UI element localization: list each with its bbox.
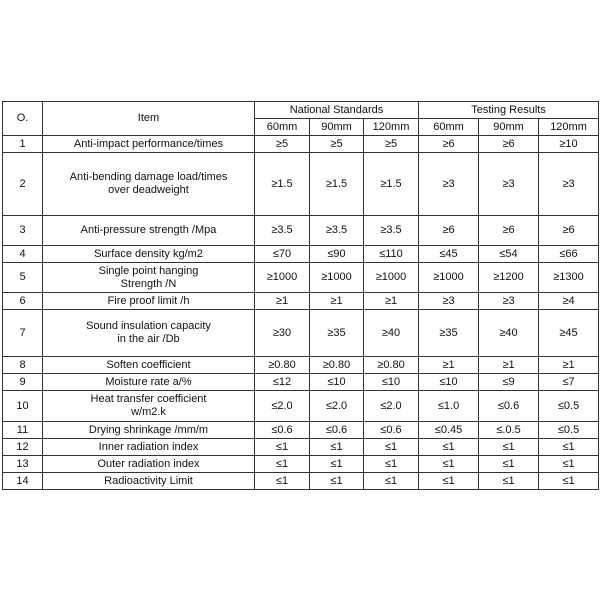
row-number: 2 (3, 153, 43, 216)
specification-table (2, 101, 599, 490)
testing-result-value: ≥1300 (539, 263, 599, 293)
row-item: Single point hanging Strength /N (43, 263, 255, 293)
national-standard-value: ≤2.0 (310, 391, 364, 422)
header-size: 120mm (539, 119, 599, 136)
national-standard-value: ≤1 (364, 439, 419, 456)
row-number: 7 (3, 310, 43, 357)
row-number: 12 (3, 439, 43, 456)
header-item: Item (43, 102, 255, 136)
header-size: 60mm (255, 119, 310, 136)
national-standard-value: ≥5 (364, 136, 419, 153)
testing-result-value: ≥6 (419, 136, 479, 153)
row-item: Outer radiation index (43, 456, 255, 473)
testing-result-value: ≤45 (419, 246, 479, 263)
national-standard-value: ≤70 (255, 246, 310, 263)
testing-result-value: ≤9 (479, 374, 539, 391)
national-standard-value: ≤1 (255, 456, 310, 473)
testing-result-value: ≤1 (539, 456, 599, 473)
row-item: Heat transfer coefficient w/m2.k (43, 391, 255, 422)
row-item: Moisture rate a/% (43, 374, 255, 391)
testing-result-value: ≥3 (479, 293, 539, 310)
header-testing-results: Testing Results (419, 102, 599, 119)
testing-result-value: ≤1.0 (419, 391, 479, 422)
testing-result-value: ≥40 (479, 310, 539, 357)
header-national-standards: National Standards (255, 102, 419, 119)
national-standard-value: ≤0.6 (255, 422, 310, 439)
national-standard-value: ≤110 (364, 246, 419, 263)
table-row (3, 357, 599, 374)
testing-result-value: ≥10 (539, 136, 599, 153)
row-number: 9 (3, 374, 43, 391)
national-standard-value: ≤1 (255, 439, 310, 456)
national-standard-value: ≥0.80 (364, 357, 419, 374)
national-standard-value: ≤0.6 (364, 422, 419, 439)
national-standard-value: ≤2.0 (364, 391, 419, 422)
row-number: 6 (3, 293, 43, 310)
national-standard-value: ≥3.5 (255, 216, 310, 246)
national-standard-value: ≥40 (364, 310, 419, 357)
national-standard-value: ≤1 (310, 473, 364, 490)
testing-result-value: ≥6 (539, 216, 599, 246)
row-number: 3 (3, 216, 43, 246)
testing-result-value: ≤1 (539, 439, 599, 456)
table-row (3, 263, 599, 293)
testing-result-value: ≤1 (419, 439, 479, 456)
table-row (3, 391, 599, 422)
national-standard-value: ≥0.80 (255, 357, 310, 374)
row-item: Soften coefficient (43, 357, 255, 374)
header-no: O. (3, 102, 43, 136)
table-row (3, 456, 599, 473)
row-number: 4 (3, 246, 43, 263)
table-row (3, 374, 599, 391)
testing-result-value: ≥1000 (419, 263, 479, 293)
testing-result-value: ≥6 (479, 216, 539, 246)
table-row (3, 246, 599, 263)
row-number: 1 (3, 136, 43, 153)
table-row (3, 216, 599, 246)
testing-result-value: ≥6 (419, 216, 479, 246)
table-row (3, 473, 599, 490)
national-standard-value: ≤0.6 (310, 422, 364, 439)
testing-result-value: ≤1 (419, 456, 479, 473)
testing-result-value: ≥3 (539, 153, 599, 216)
testing-result-value: ≤1 (479, 456, 539, 473)
national-standard-value: ≥3.5 (310, 216, 364, 246)
national-standard-value: ≥1 (364, 293, 419, 310)
testing-result-value: ≥3 (419, 153, 479, 216)
table-row (3, 136, 599, 153)
row-item: Drying shrinkage /mm/m (43, 422, 255, 439)
testing-result-value: ≥1 (539, 357, 599, 374)
national-standard-value: ≤1 (364, 456, 419, 473)
testing-result-value: ≤0.6 (479, 391, 539, 422)
testing-result-value: ≥45 (539, 310, 599, 357)
row-item: Anti-impact performance/times (43, 136, 255, 153)
national-standard-value: ≥1.5 (310, 153, 364, 216)
national-standard-value: ≥1 (255, 293, 310, 310)
testing-result-value: ≥1 (419, 357, 479, 374)
row-number: 11 (3, 422, 43, 439)
table-row (3, 422, 599, 439)
national-standard-value: ≥5 (310, 136, 364, 153)
national-standard-value: ≥1000 (255, 263, 310, 293)
row-item: Anti-pressure strength /Mpa (43, 216, 255, 246)
row-number: 5 (3, 263, 43, 293)
row-item: Inner radiation index (43, 439, 255, 456)
national-standard-value: ≥1000 (310, 263, 364, 293)
row-number: 8 (3, 357, 43, 374)
national-standard-value: ≤90 (310, 246, 364, 263)
testing-result-value: ≤66 (539, 246, 599, 263)
testing-result-value: ≥3 (419, 293, 479, 310)
national-standard-value: ≥30 (255, 310, 310, 357)
national-standard-value: ≥3.5 (364, 216, 419, 246)
testing-result-value: ≤0.5 (539, 391, 599, 422)
header-size: 60mm (419, 119, 479, 136)
testing-result-value: ≥3 (479, 153, 539, 216)
header-size: 90mm (479, 119, 539, 136)
row-item: Radioactivity Limit (43, 473, 255, 490)
testing-result-value: ≤0.45 (419, 422, 479, 439)
national-standard-value: ≤1 (310, 456, 364, 473)
testing-result-value: ≥4 (539, 293, 599, 310)
table-row (3, 293, 599, 310)
table-row (3, 439, 599, 456)
testing-result-value: ≤.0.5 (479, 422, 539, 439)
row-number: 14 (3, 473, 43, 490)
testing-result-value: ≤1 (479, 439, 539, 456)
row-item: Surface density kg/m2 (43, 246, 255, 263)
row-number: 13 (3, 456, 43, 473)
national-standard-value: ≥1000 (364, 263, 419, 293)
national-standard-value: ≤10 (310, 374, 364, 391)
national-standard-value: ≤12 (255, 374, 310, 391)
national-standard-value: ≤1 (364, 473, 419, 490)
national-standard-value: ≤2.0 (255, 391, 310, 422)
testing-result-value: ≤10 (419, 374, 479, 391)
testing-result-value: ≤1 (419, 473, 479, 490)
row-item: Sound insulation capacity in the air /Db (43, 310, 255, 357)
table-row (3, 310, 599, 357)
testing-result-value: ≥35 (419, 310, 479, 357)
national-standard-value: ≤1 (310, 439, 364, 456)
national-standard-value: ≥0.80 (310, 357, 364, 374)
testing-result-value: ≤1 (479, 473, 539, 490)
row-number: 10 (3, 391, 43, 422)
table-row (3, 153, 599, 216)
national-standard-value: ≤10 (364, 374, 419, 391)
row-item: Fire proof limit /h (43, 293, 255, 310)
testing-result-value: ≤7 (539, 374, 599, 391)
national-standard-value: ≥1.5 (255, 153, 310, 216)
testing-result-value: ≤0.5 (539, 422, 599, 439)
national-standard-value: ≥5 (255, 136, 310, 153)
testing-result-value: ≥1 (479, 357, 539, 374)
national-standard-value: ≤1 (255, 473, 310, 490)
national-standard-value: ≥1.5 (364, 153, 419, 216)
testing-result-value: ≥6 (479, 136, 539, 153)
header-size: 90mm (310, 119, 364, 136)
testing-result-value: ≥1200 (479, 263, 539, 293)
testing-result-value: ≤54 (479, 246, 539, 263)
national-standard-value: ≥1 (310, 293, 364, 310)
testing-result-value: ≤1 (539, 473, 599, 490)
national-standard-value: ≥35 (310, 310, 364, 357)
row-item: Anti-bending damage load/times over deadweight (43, 153, 255, 216)
header-size: 120mm (364, 119, 419, 136)
